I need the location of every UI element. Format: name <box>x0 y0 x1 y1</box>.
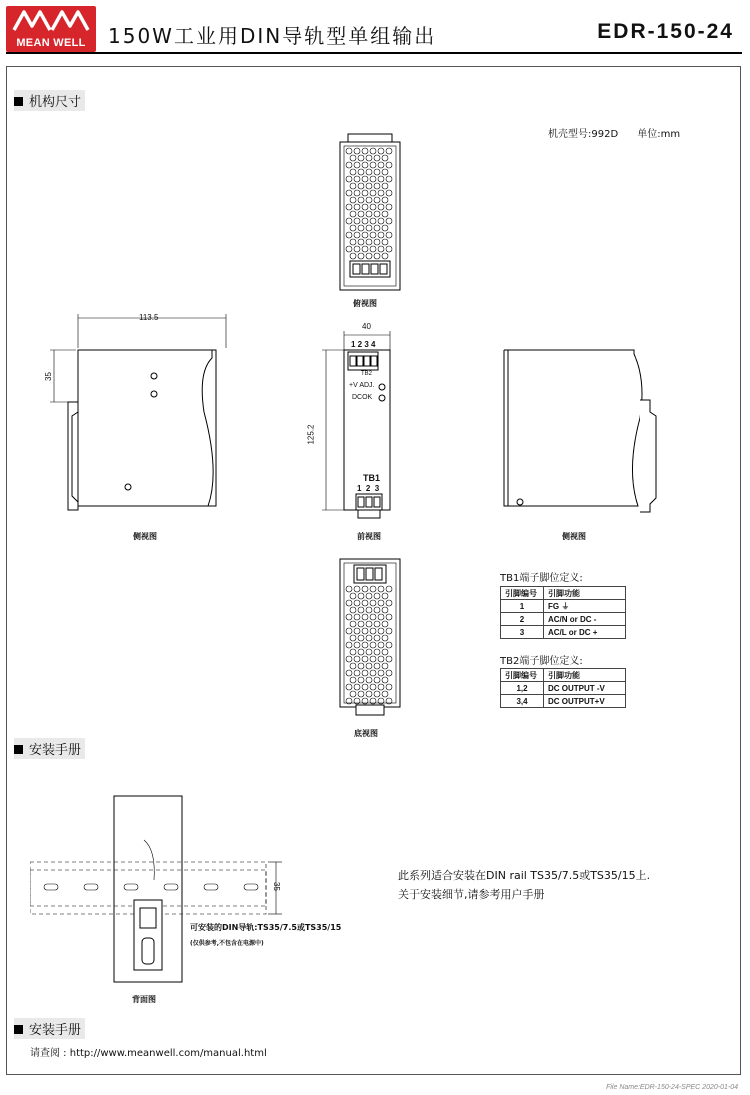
tb2-title: TB2端子脚位定义: <box>500 656 583 667</box>
rail-note: 可安装的DIN导轨:TS35/7.5或TS35/15 <box>190 923 342 932</box>
table-row <box>501 626 626 639</box>
rail-note-sub: (仅供参考,不包含在电源中) <box>190 940 264 947</box>
manual-link[interactable]: 请查阅 : http://www.meanwell.com/manual.html <box>30 1048 267 1059</box>
table-header-cell: 引脚编号 <box>501 587 544 600</box>
table-header-cell: 引脚功能 <box>544 587 626 600</box>
section-installation-title: 安装手册 <box>14 738 85 759</box>
table-header-cell: 引脚功能 <box>544 669 626 682</box>
tb2-pin-numbers: 1 2 3 4 <box>351 340 376 349</box>
side-view-right-caption: 侧视图 <box>562 532 586 541</box>
installation-desc-line2: 关于安装细节,请参考用户手册 <box>398 888 545 901</box>
table-row <box>501 613 626 626</box>
side-view-right-drawing <box>498 340 668 525</box>
dcok-label: DCOK <box>352 394 373 401</box>
table-cell: 3 <box>501 626 544 639</box>
table-cell: DC OUTPUT -V <box>544 682 626 695</box>
table-header-row <box>501 669 626 682</box>
bottom-view-caption: 底视图 <box>354 729 378 738</box>
table-cell: 2 <box>501 613 544 626</box>
installation-desc-line1: 此系列适合安装在DIN rail TS35/7.5或TS35/15上. <box>398 869 651 882</box>
side-view-left-caption: 侧视图 <box>133 532 157 541</box>
din-rail-back-view-drawing <box>30 790 290 990</box>
section-mechanical-title: 机构尺寸 <box>14 90 85 111</box>
table-cell: 3,4 <box>501 695 544 708</box>
back-view-caption: 背面图 <box>132 995 156 1004</box>
table-row <box>501 600 626 613</box>
mw-logo-mark <box>6 6 96 36</box>
table-cell: AC/L or DC + <box>544 626 626 639</box>
table-row <box>501 695 626 708</box>
case-info: 机壳型号:992D 单位:mm <box>548 129 681 140</box>
tb2-label: TB2 <box>361 371 373 377</box>
dim-width-label: 113.5 <box>139 313 159 322</box>
table-cell: 1,2 <box>501 682 544 695</box>
section-manual-title: 安装手册 <box>14 1018 85 1039</box>
page-title: 150W工业用DIN导轨型单组输出 <box>108 24 437 48</box>
top-view-caption: 俯视图 <box>353 299 377 308</box>
table-header-row <box>501 587 626 600</box>
header-rule <box>6 52 742 54</box>
front-view-drawing <box>318 330 408 525</box>
bottom-view-drawing <box>330 555 410 723</box>
file-name-footer: File Name:EDR-150-24-SPEC 2020-01-04 <box>606 1084 738 1091</box>
tb1-label: TB1 <box>363 473 381 483</box>
table-cell: 1 <box>501 600 544 613</box>
table-row <box>501 682 626 695</box>
table-cell: DC OUTPUT+V <box>544 695 626 708</box>
top-view-drawing <box>330 130 410 295</box>
tb2-pin-table <box>500 668 626 708</box>
brand-name: MEAN WELL <box>16 37 86 49</box>
front-view-caption: 前视图 <box>357 532 381 541</box>
side-view-left-drawing <box>48 312 238 522</box>
tb1-title: TB1端子脚位定义: <box>500 573 583 584</box>
dim-40-label: 40 <box>362 322 371 331</box>
mean-well-logo <box>6 6 96 52</box>
tb1-pin-numbers: 1 2 3 <box>357 484 380 493</box>
model-number: EDR-150-24 <box>597 20 734 43</box>
vadj-label: +V ADJ. <box>349 382 375 389</box>
table-cell: FG ⏚ <box>544 600 626 613</box>
tb1-pin-table <box>500 586 626 639</box>
dim-height-label: 125.2 <box>306 424 316 445</box>
rail-dim-35-label: 35 <box>271 882 281 891</box>
table-cell: AC/N or DC - <box>544 613 626 626</box>
table-header-cell: 引脚编号 <box>501 669 544 682</box>
dim-35-label: 35 <box>43 372 53 381</box>
